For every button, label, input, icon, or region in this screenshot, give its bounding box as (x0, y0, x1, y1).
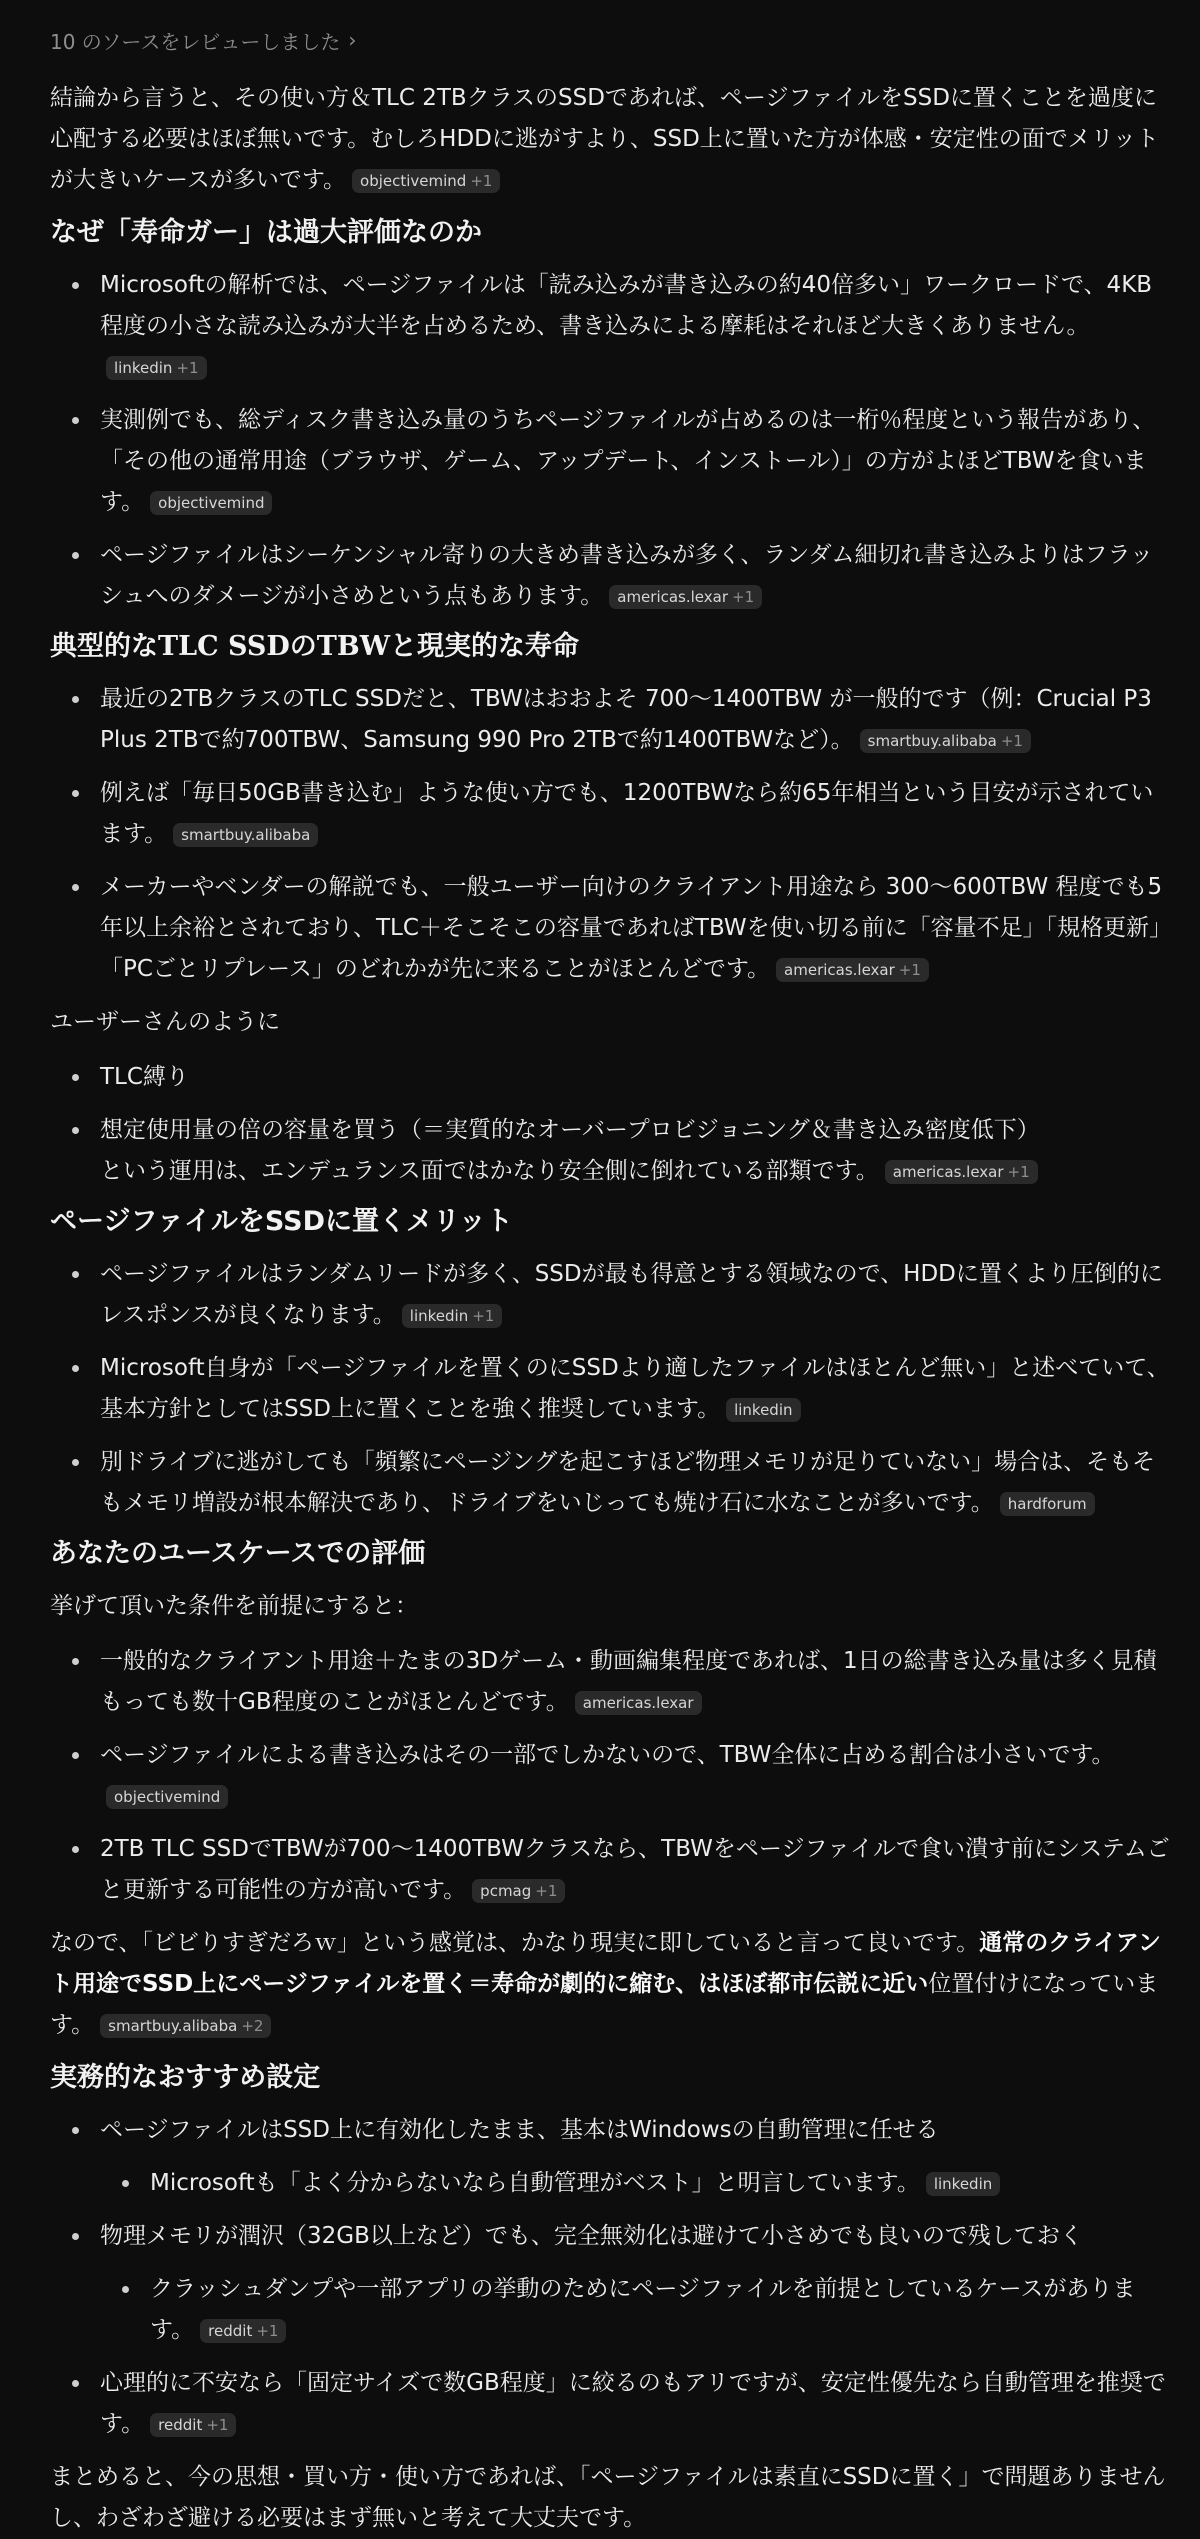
sub-list (100, 2269, 1172, 2351)
section-heading-lifespan: なぜ「寿命ガー」は過大評価なのか (50, 217, 482, 248)
list-item: ページファイルはシーケンシャル寄りの大きめ書き込みが多く、ランダム細切れ書き込みよりはフラッシュへのダメージが小さめという点もあります。 americas.lexar +1 (50, 535, 1172, 617)
sub-list-item: クラッシュダンプや一部アプリの挙動のためにページファイルを前提としているケースがあります。 reddit +1 (100, 2269, 1172, 2351)
citation-chip[interactable]: linkedin (926, 2172, 1000, 2196)
summary-paragraph: まとめると、今の思想・買い方・使い方であれば、「ページファイルは素直にSSDに置く」で問題ありませんし、わざわざ避ける必要はまず無いと考えて大丈夫です。 (50, 2464, 1166, 2531)
citation-chip[interactable]: objectivemind +1 (352, 169, 500, 193)
usecase-conclusion: なので、「ビビりすぎだろｗ」という感覚は、かなり現実に即していると言って良いです。通常のクライアント用途でSSD上にページファイルを置く＝寿命が劇的に縮む、はほぼ都市伝説に近い位置付けになっています。 smartbuy.alibaba +2 (50, 1930, 1161, 2038)
user-list (50, 1057, 1172, 1192)
section2-list (50, 679, 1172, 990)
section1-list (50, 265, 1172, 617)
citation-chip[interactable]: smartbuy.alibaba (173, 823, 318, 847)
citation-chip[interactable]: objectivemind (106, 1785, 228, 1809)
section-heading-tbw: 典型的なTLC SSDのTBWと現実的な寿命 (50, 631, 580, 662)
section5-list (50, 2110, 1172, 2445)
user-line: ユーザーさんのように (50, 1009, 280, 1035)
citation-chip[interactable]: smartbuy.alibaba +1 (860, 729, 1031, 753)
sources-reviewed-toggle[interactable] (50, 26, 1172, 54)
citation-chip[interactable]: pcmag +1 (472, 1879, 565, 1903)
list-item: 最近の2TBクラスのTLC SSDだと、TBWはおおよそ 700〜1400TBW が一般的です（例：Crucial P3 Plus 2TBで約700TBW、Samsung 990 Pro 2TBで約1400TBWなど）。 smartbuy.alibaba +1 (50, 679, 1172, 761)
citation-chip[interactable]: smartbuy.alibaba +2 (100, 2014, 271, 2038)
list-item: Microsoft自身が「ページファイルを置くのにSSDより適したファイルはほとんど無い」と述べていて、基本方針としてはSSD上に置くことを強く推奨しています。 linkedin (50, 1348, 1172, 1430)
list-item: 心理的に不安なら「固定サイズで数GB程度」に絞るのもアリですが、安定性優先なら自動管理を推奨です。 reddit +1 (50, 2363, 1172, 2445)
list-item: 実測例でも、総ディスク書き込み量のうちページファイルが占めるのは一桁％程度という報告があり、「その他の通常用途（ブラウザ、ゲーム、アップデート、インストール）」の方がよほどTBWを食います。 objectivemind (50, 400, 1172, 523)
citation-chip[interactable]: americas.lexar +1 (776, 958, 929, 982)
list-item: TLC縛り (50, 1057, 1172, 1098)
section-heading-usecase: あなたのユースケースでの評価 (50, 1538, 426, 1569)
list-item: メーカーやベンダーの解説でも、一般ユーザー向けのクライアント用途なら 300〜600TBW 程度でも5年以上余裕とされており、TLC＋そこそこの容量であればTBWを使い切る前に「容量不足」「規格更新」「PCごとリプレース」のどれかが先に来ることがほとんどです。 americas.lexar +1 (50, 867, 1172, 990)
sub-list (100, 2163, 1172, 2204)
citation-chip[interactable]: reddit +1 (200, 2319, 286, 2343)
citation-chip[interactable]: linkedin +1 (402, 1304, 503, 1328)
citation-chip[interactable]: americas.lexar +1 (885, 1160, 1038, 1184)
list-item: 物理メモリが潤沢（32GB以上など）でも、完全無効化は避けて小さめでも良いので残しておく クラッシュダンプや一部アプリの挙動のためにページファイルを前提としているケースがあります。 reddit +1 (50, 2216, 1172, 2351)
section4-list (50, 1641, 1172, 1911)
usecase-lead: 挙げて頂いた条件を前提にすると： (50, 1593, 418, 1619)
citation-chip[interactable]: objectivemind (150, 491, 272, 515)
sub-list-item: Microsoftも「よく分からないなら自動管理がベスト」と明言しています。 linkedin (100, 2163, 1172, 2204)
list-item: 例えば「毎日50GB書き込む」ような使い方でも、1200TBWなら約65年相当という目安が示されています。 smartbuy.alibaba (50, 773, 1172, 855)
citation-chip[interactable]: linkedin (726, 1398, 800, 1422)
list-item: ページファイルはランダムリードが多く、SSDが最も得意とする領域なので、HDDに置くより圧倒的にレスポンスが良くなります。 linkedin +1 (50, 1254, 1172, 1336)
citation-chip[interactable]: linkedin +1 (106, 356, 207, 380)
intro-paragraph (50, 78, 1172, 201)
list-item: 別ドライブに逃がしても「頻繁にページングを起こすほど物理メモリが足りていない」場合は、そもそもメモリ増設が根本解決であり、ドライブをいじっても焼け石に水なことが多いです。 hardforum (50, 1442, 1172, 1524)
intro-text: 結論から言うと、その使い方＆TLC 2TBクラスのSSDであれば、ページファイルをSSDに置くことを過度に心配する必要はほぼ無いです。むしろHDDに逃がすより、SSD上に置いた方が体感・安定性の面でメリットが大きいケースが多いです。 (50, 85, 1159, 193)
list-item: ページファイルによる書き込みはその一部でしかないので、TBW全体に占める割合は小さいです。objectivemind (50, 1735, 1172, 1817)
list-item: 想定使用量の倍の容量を買う（＝実質的なオーバープロビジョニング＆書き込み密度低下） という運用は、エンデュランス面ではかなり安全側に倒れている部類です。 americas.lexar +1 (50, 1110, 1172, 1192)
citation-chip[interactable]: hardforum (1000, 1492, 1095, 1516)
citation-chip[interactable]: americas.lexar +1 (609, 585, 762, 609)
list-item: 2TB TLC SSDでTBWが700〜1400TBWクラスなら、TBWをページファイルで食い潰す前にシステムごと更新する可能性の方が高いです。 pcmag +1 (50, 1829, 1172, 1911)
citation-chip[interactable]: americas.lexar (575, 1691, 702, 1715)
list-item: Microsoftの解析では、ページファイルは「読み込みが書き込みの約40倍多い」ワークロードで、4KB程度の小さな読み込みが大半を占めるため、書き込みによる摩耗はそれほど大きくありません。linkedin +1 (50, 265, 1172, 388)
list-item: 一般的なクライアント用途＋たまの3Dゲーム・動画編集程度であれば、1日の総書き込み量は多く見積もっても数十GB程度のことがほとんどです。 americas.lexar (50, 1641, 1172, 1723)
sources-reviewed-label: 10 のソースをレビューしました (50, 29, 341, 54)
section3-list (50, 1254, 1172, 1524)
section-heading-settings: 実務的なおすすめ設定 (50, 2062, 321, 2093)
section-heading-merits: ページファイルをSSDに置くメリット (50, 1206, 513, 1237)
list-item: ページファイルはSSD上に有効化したまま、基本はWindowsの自動管理に任せる Microsoftも「よく分からないなら自動管理がベスト」と明言しています。 linkedin (50, 2110, 1172, 2204)
citation-chip[interactable]: reddit +1 (150, 2413, 236, 2437)
chevron-right-icon: › (348, 28, 357, 52)
